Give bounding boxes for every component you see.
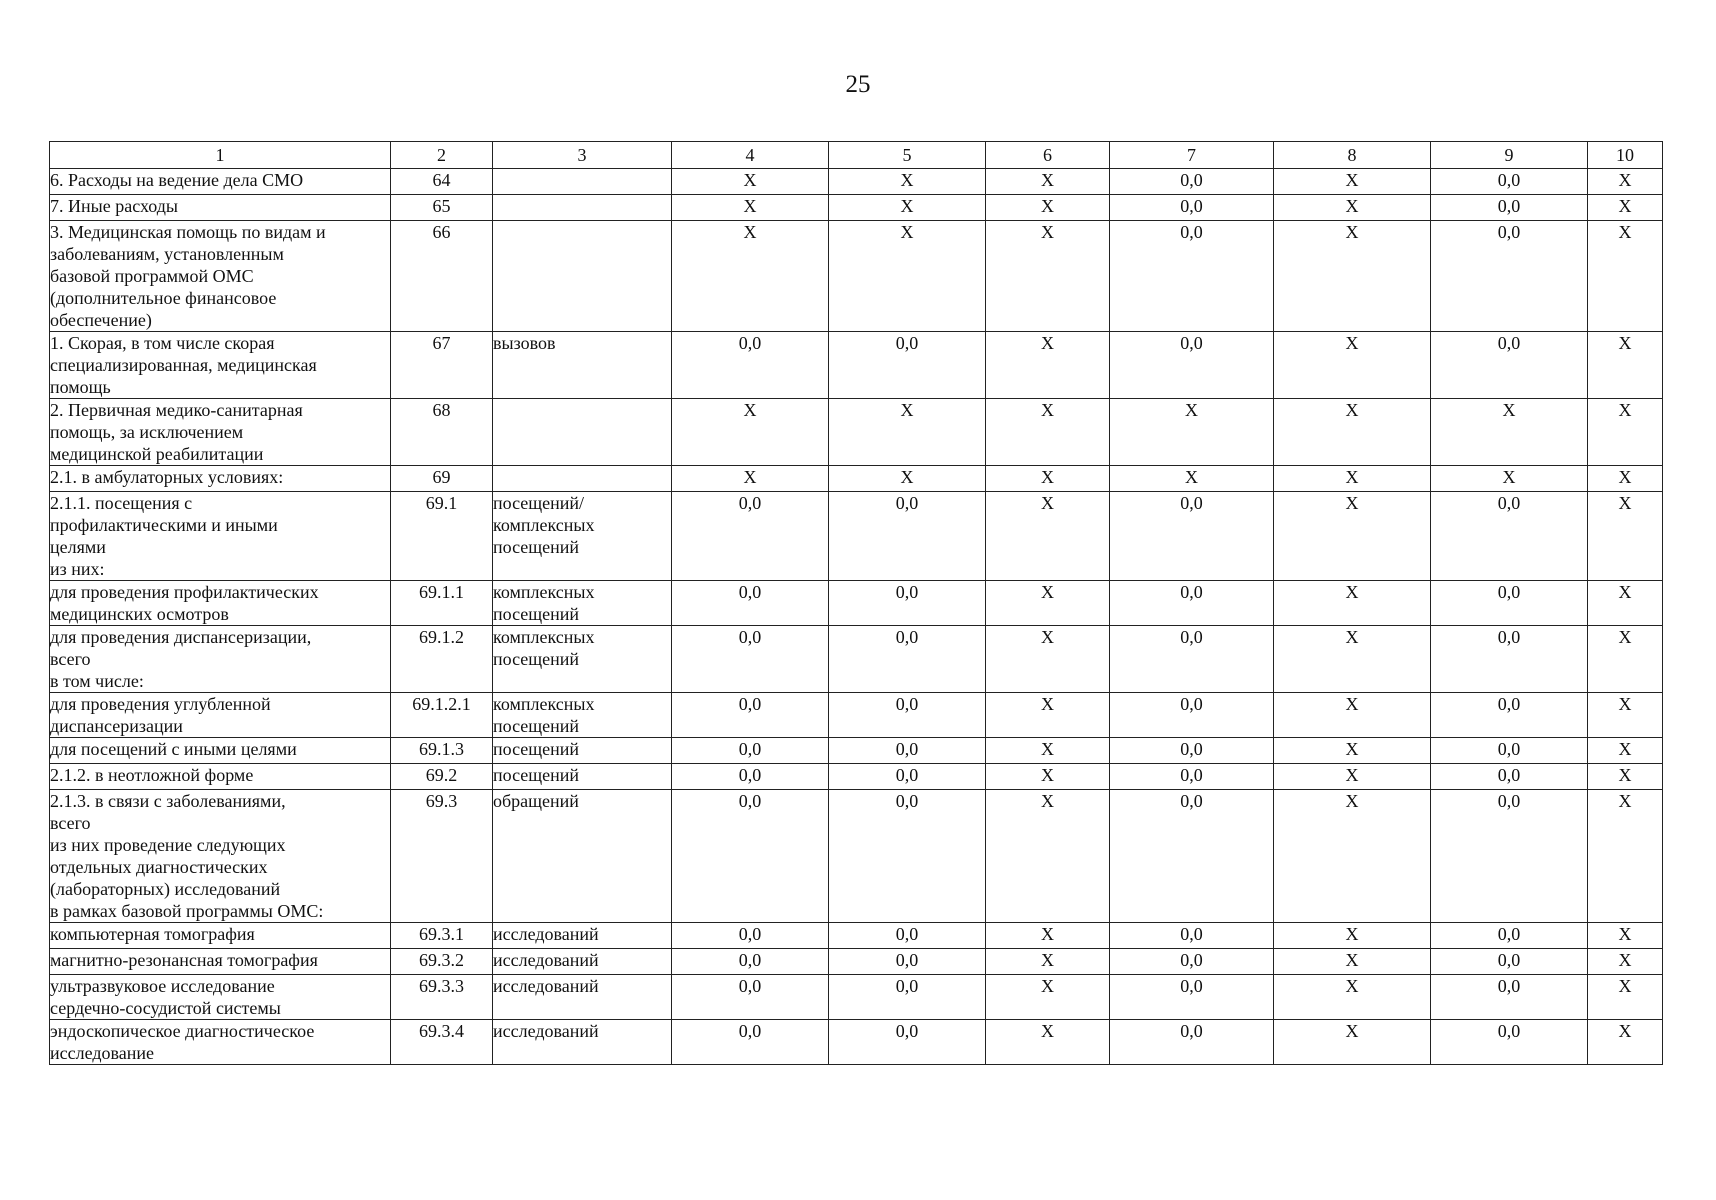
row-value-cell: Х: [1274, 1020, 1431, 1065]
row-value-cell: 0,0: [829, 1020, 986, 1065]
row-value-cell: Х: [1274, 764, 1431, 790]
row-value-cell: Х: [986, 693, 1110, 738]
page-number: 25: [845, 71, 871, 98]
row-name-cell: для проведения диспансеризации, всего в том числе:: [50, 626, 391, 693]
row-name-cell: 2. Первичная медико-санитарная помощь, за исключением медицинской реабилитации: [50, 399, 391, 466]
table-row: [50, 195, 1663, 221]
row-code-cell: 69.3.4: [391, 1020, 493, 1065]
row-value-cell: Х: [1274, 169, 1431, 195]
row-value-cell: 0,0: [1431, 332, 1588, 399]
row-value-cell: 0,0: [1431, 195, 1588, 221]
row-unit-cell: комплексных посещений: [493, 581, 672, 626]
row-value-cell: 0,0: [1431, 975, 1588, 1020]
row-value-cell: Х: [1274, 790, 1431, 923]
row-value-cell: 0,0: [1431, 923, 1588, 949]
row-value-cell: Х: [829, 169, 986, 195]
row-value-cell: 0,0: [1110, 492, 1274, 581]
row-value-cell: 0,0: [829, 626, 986, 693]
row-value-cell: Х: [1274, 949, 1431, 975]
row-name-cell: 7. Иные расходы: [50, 195, 391, 221]
row-value-cell: 0,0: [1110, 949, 1274, 975]
row-value-cell: Х: [1274, 221, 1431, 332]
row-unit-cell: вызовов: [493, 332, 672, 399]
row-value-cell: 0,0: [1110, 221, 1274, 332]
row-code-cell: 69.1.3: [391, 738, 493, 764]
row-value-cell: Х: [986, 195, 1110, 221]
row-value-cell: 0,0: [1110, 581, 1274, 626]
table-row: [50, 581, 1663, 626]
row-value-cell: 0,0: [1110, 790, 1274, 923]
row-code-cell: 68: [391, 399, 493, 466]
row-unit-cell: [493, 221, 672, 332]
row-value-cell: Х: [1588, 923, 1663, 949]
row-unit-cell: [493, 195, 672, 221]
row-value-cell: Х: [829, 221, 986, 332]
table-row: [50, 332, 1663, 399]
row-unit-cell: [493, 399, 672, 466]
row-value-cell: 0,0: [672, 693, 829, 738]
header-row: [50, 142, 1663, 169]
row-name-cell: 1. Скорая, в том числе скорая специализированная, медицинская помощь: [50, 332, 391, 399]
row-name-cell: ультразвуковое исследование сердечно-сосудистой системы: [50, 975, 391, 1020]
row-value-cell: 0,0: [1110, 738, 1274, 764]
header-cell: 6: [986, 142, 1110, 169]
row-value-cell: Х: [1274, 693, 1431, 738]
row-name-cell: 2.1.3. в связи с заболеваниями, всего из них проведение следующих отдельных диагностических (лабораторных) исследований в рамках базовой программы ОМС:: [50, 790, 391, 923]
row-value-cell: Х: [986, 399, 1110, 466]
row-value-cell: 0,0: [672, 923, 829, 949]
table-row: [50, 1020, 1663, 1065]
row-value-cell: Х: [986, 169, 1110, 195]
row-value-cell: 0,0: [1110, 169, 1274, 195]
row-name-cell: 2.1.2. в неотложной форме: [50, 764, 391, 790]
table-row: [50, 738, 1663, 764]
table-row: [50, 492, 1663, 581]
table-row: [50, 693, 1663, 738]
row-value-cell: Х: [1588, 764, 1663, 790]
row-value-cell: Х: [1274, 332, 1431, 399]
row-value-cell: Х: [829, 195, 986, 221]
row-unit-cell: исследований: [493, 949, 672, 975]
row-value-cell: Х: [1588, 1020, 1663, 1065]
row-value-cell: 0,0: [1431, 693, 1588, 738]
row-unit-cell: исследований: [493, 1020, 672, 1065]
row-value-cell: Х: [986, 1020, 1110, 1065]
table-body: [50, 169, 1663, 1065]
row-value-cell: 0,0: [1431, 764, 1588, 790]
row-unit-cell: [493, 466, 672, 492]
row-name-cell: компьютерная томография: [50, 923, 391, 949]
row-value-cell: Х: [1110, 399, 1274, 466]
row-value-cell: 0,0: [829, 332, 986, 399]
row-code-cell: 69: [391, 466, 493, 492]
row-value-cell: Х: [1588, 466, 1663, 492]
header-cell: 2: [391, 142, 493, 169]
row-value-cell: Х: [1274, 581, 1431, 626]
row-value-cell: Х: [1588, 221, 1663, 332]
row-value-cell: Х: [1274, 399, 1431, 466]
row-value-cell: Х: [672, 399, 829, 466]
row-name-cell: эндоскопическое диагностическое исследование: [50, 1020, 391, 1065]
row-value-cell: Х: [1588, 975, 1663, 1020]
row-name-cell: 6. Расходы на ведение дела СМО: [50, 169, 391, 195]
row-code-cell: 64: [391, 169, 493, 195]
row-code-cell: 66: [391, 221, 493, 332]
header-cell: 4: [672, 142, 829, 169]
row-value-cell: 0,0: [829, 975, 986, 1020]
row-value-cell: 0,0: [1431, 169, 1588, 195]
row-code-cell: 69.3.3: [391, 975, 493, 1020]
row-value-cell: Х: [1274, 195, 1431, 221]
row-value-cell: Х: [986, 975, 1110, 1020]
row-value-cell: Х: [986, 738, 1110, 764]
row-value-cell: Х: [1431, 466, 1588, 492]
row-value-cell: Х: [1588, 693, 1663, 738]
row-code-cell: 69.1.2: [391, 626, 493, 693]
table-row: [50, 466, 1663, 492]
row-value-cell: Х: [672, 169, 829, 195]
row-code-cell: 69.1: [391, 492, 493, 581]
row-name-cell: 2.1. в амбулаторных условиях:: [50, 466, 391, 492]
row-value-cell: Х: [986, 221, 1110, 332]
row-value-cell: Х: [1274, 492, 1431, 581]
row-value-cell: 0,0: [672, 626, 829, 693]
row-value-cell: Х: [1431, 399, 1588, 466]
row-value-cell: Х: [986, 923, 1110, 949]
row-value-cell: Х: [1588, 626, 1663, 693]
row-value-cell: 0,0: [672, 790, 829, 923]
row-value-cell: 0,0: [1110, 332, 1274, 399]
table-row: [50, 949, 1663, 975]
row-name-cell: для проведения углубленной диспансеризации: [50, 693, 391, 738]
table-row: [50, 923, 1663, 949]
row-name-cell: 2.1.1. посещения с профилактическими и иными целями из них:: [50, 492, 391, 581]
row-value-cell: 0,0: [672, 332, 829, 399]
row-value-cell: 0,0: [1110, 626, 1274, 693]
row-name-cell: 3. Медицинская помощь по видам и заболеваниям, установленным базовой программой ОМС (дополнительное финансовое обеспечение): [50, 221, 391, 332]
row-value-cell: 0,0: [1110, 195, 1274, 221]
row-unit-cell: исследований: [493, 923, 672, 949]
row-code-cell: 67: [391, 332, 493, 399]
row-value-cell: 0,0: [1431, 221, 1588, 332]
row-value-cell: 0,0: [672, 738, 829, 764]
row-value-cell: Х: [986, 492, 1110, 581]
row-value-cell: Х: [672, 195, 829, 221]
row-code-cell: 69.3.2: [391, 949, 493, 975]
header-cell: 1: [50, 142, 391, 169]
row-value-cell: Х: [1588, 399, 1663, 466]
row-value-cell: 0,0: [1431, 492, 1588, 581]
row-value-cell: 0,0: [672, 975, 829, 1020]
data-table: [49, 141, 1663, 1065]
row-code-cell: 69.3.1: [391, 923, 493, 949]
table-row: [50, 221, 1663, 332]
row-value-cell: Х: [829, 466, 986, 492]
row-value-cell: Х: [1274, 466, 1431, 492]
row-value-cell: 0,0: [829, 790, 986, 923]
row-value-cell: 0,0: [829, 949, 986, 975]
row-value-cell: 0,0: [672, 764, 829, 790]
row-value-cell: 0,0: [1110, 975, 1274, 1020]
row-value-cell: 0,0: [829, 923, 986, 949]
row-value-cell: 0,0: [1110, 764, 1274, 790]
row-value-cell: 0,0: [1431, 1020, 1588, 1065]
row-value-cell: Х: [1588, 169, 1663, 195]
table-row: [50, 790, 1663, 923]
header-cell: 8: [1274, 142, 1431, 169]
row-value-cell: 0,0: [1431, 581, 1588, 626]
table-row: [50, 169, 1663, 195]
row-value-cell: 0,0: [672, 1020, 829, 1065]
table-row: [50, 626, 1663, 693]
row-value-cell: Х: [986, 949, 1110, 975]
row-value-cell: 0,0: [1431, 949, 1588, 975]
row-value-cell: Х: [672, 466, 829, 492]
header-cell: 5: [829, 142, 986, 169]
header-cell: 3: [493, 142, 672, 169]
row-value-cell: 0,0: [1110, 1020, 1274, 1065]
row-unit-cell: комплексных посещений: [493, 626, 672, 693]
row-value-cell: 0,0: [1431, 626, 1588, 693]
row-value-cell: Х: [1274, 923, 1431, 949]
row-unit-cell: [493, 169, 672, 195]
row-value-cell: 0,0: [672, 949, 829, 975]
row-value-cell: Х: [986, 332, 1110, 399]
row-unit-cell: посещений/ комплексных посещений: [493, 492, 672, 581]
row-unit-cell: комплексных посещений: [493, 693, 672, 738]
row-unit-cell: исследований: [493, 975, 672, 1020]
row-value-cell: 0,0: [1431, 790, 1588, 923]
row-value-cell: 0,0: [829, 693, 986, 738]
row-value-cell: Х: [986, 626, 1110, 693]
row-unit-cell: посещений: [493, 764, 672, 790]
row-value-cell: 0,0: [829, 581, 986, 626]
row-value-cell: Х: [1588, 492, 1663, 581]
row-code-cell: 69.3: [391, 790, 493, 923]
row-value-cell: Х: [1588, 790, 1663, 923]
row-value-cell: Х: [1110, 466, 1274, 492]
row-code-cell: 65: [391, 195, 493, 221]
row-value-cell: Х: [1274, 626, 1431, 693]
row-value-cell: Х: [1588, 738, 1663, 764]
row-value-cell: 0,0: [829, 492, 986, 581]
row-value-cell: Х: [1274, 975, 1431, 1020]
row-unit-cell: обращений: [493, 790, 672, 923]
row-value-cell: Х: [986, 466, 1110, 492]
row-value-cell: Х: [1274, 738, 1431, 764]
row-name-cell: магнитно-резонансная томография: [50, 949, 391, 975]
table-row: [50, 764, 1663, 790]
row-value-cell: 0,0: [1110, 693, 1274, 738]
row-value-cell: 0,0: [672, 492, 829, 581]
header-cell: 9: [1431, 142, 1588, 169]
row-value-cell: 0,0: [1431, 738, 1588, 764]
row-value-cell: Х: [986, 581, 1110, 626]
row-value-cell: 0,0: [672, 581, 829, 626]
row-value-cell: Х: [1588, 195, 1663, 221]
row-value-cell: Х: [672, 221, 829, 332]
row-value-cell: Х: [1588, 332, 1663, 399]
row-value-cell: Х: [986, 764, 1110, 790]
row-unit-cell: посещений: [493, 738, 672, 764]
row-value-cell: Х: [986, 790, 1110, 923]
row-value-cell: 0,0: [829, 764, 986, 790]
row-value-cell: Х: [1588, 949, 1663, 975]
row-code-cell: 69.1.1: [391, 581, 493, 626]
row-value-cell: Х: [1588, 581, 1663, 626]
row-code-cell: 69.1.2.1: [391, 693, 493, 738]
row-code-cell: 69.2: [391, 764, 493, 790]
header-cell: 10: [1588, 142, 1663, 169]
row-value-cell: 0,0: [829, 738, 986, 764]
row-value-cell: Х: [829, 399, 986, 466]
row-value-cell: 0,0: [1110, 923, 1274, 949]
table-row: [50, 399, 1663, 466]
row-name-cell: для проведения профилактических медицинских осмотров: [50, 581, 391, 626]
header-cell: 7: [1110, 142, 1274, 169]
row-name-cell: для посещений с иными целями: [50, 738, 391, 764]
table-row: [50, 975, 1663, 1020]
